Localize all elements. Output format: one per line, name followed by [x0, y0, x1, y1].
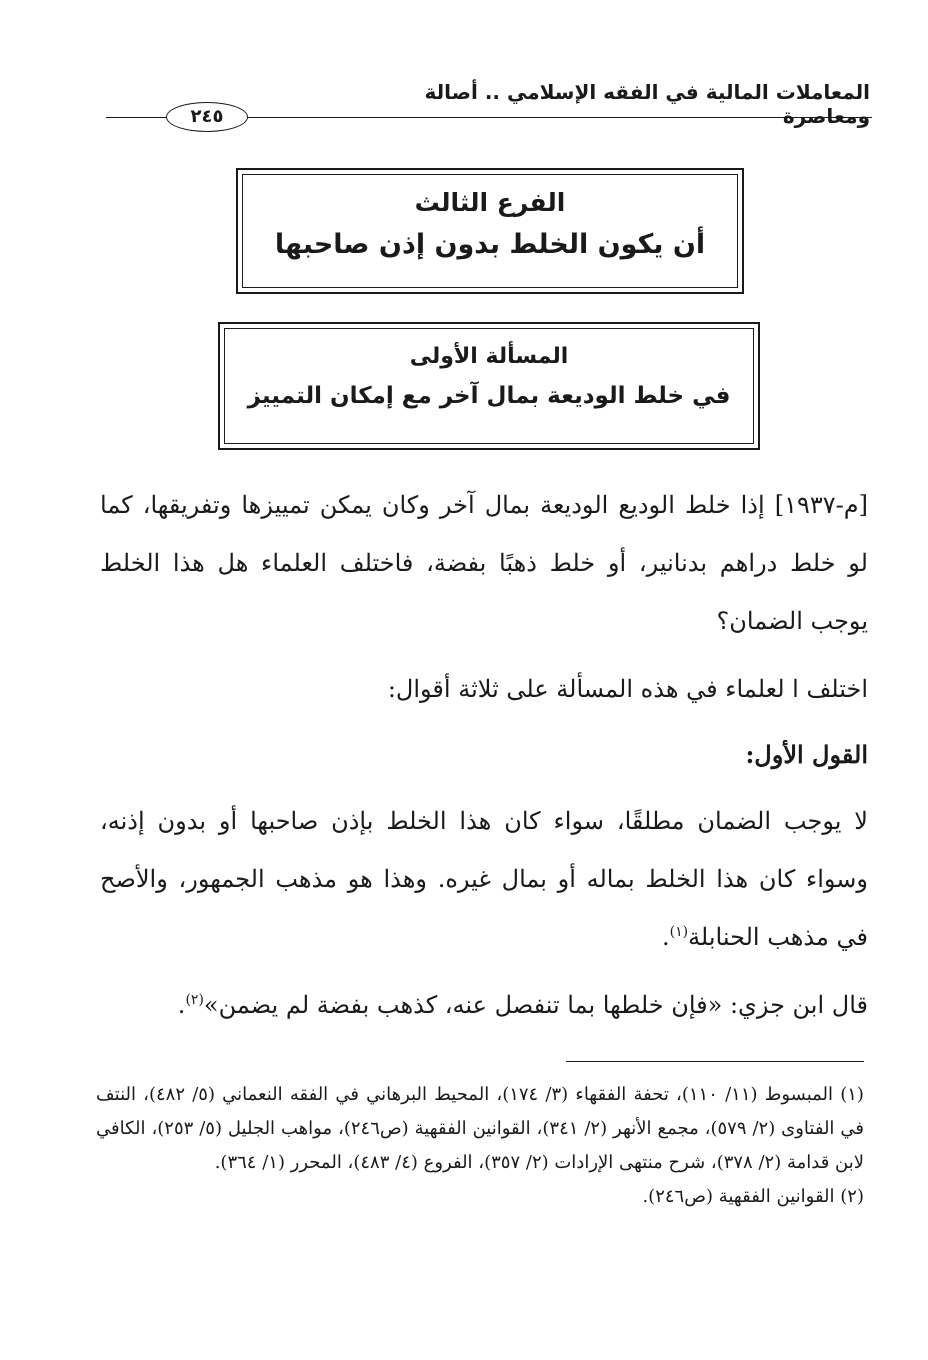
- running-header: المعاملات المالية في الفقه الإسلامي .. أصالة ومعاصرة: [424, 80, 870, 128]
- issue-heading-box: [218, 322, 760, 450]
- issue-title: المسألة الأولى: [409, 344, 569, 369]
- footnote-ref-1[interactable]: (١): [669, 924, 689, 940]
- footnotes: [96, 1078, 864, 1214]
- quote-end: .: [177, 991, 186, 1019]
- paragraph-quote: [100, 976, 868, 1034]
- first-opinion-text: لا يوجب الضمان مطلقًا، سواء كان هذا الخلط بإذن صاحبها أو بدون إذنه، وسواء كان هذا الخلط بماله أو بمال غيره. وهذا هو مذهب الجمهور، والأصح في مذهب الحنابلة: [100, 807, 868, 951]
- body-text: [100, 476, 868, 1044]
- paragraph-question: [م-١٩٣٧] إذا خلط الوديع الوديعة بمال آخر وكان يمكن تمييزها وتفريقها، كما لو خلط دراهم بدنانير، أو خلط ذهبًا بفضة، فاختلف العلماء هل هذا الخلط يوجب الضمان؟: [100, 491, 868, 635]
- paragraph-first-opinion: [100, 792, 868, 966]
- first-opinion-end: .: [661, 923, 670, 951]
- branch-heading-box: [236, 168, 744, 294]
- ibn-juzayy-quote: قال ابن جزي: «فإن خلطها بما تنفصل عنه، كذهب بفضة لم يضمن»: [203, 991, 868, 1019]
- footnote-1: (١) المبسوط (١١/ ١١٠)، تحفة الفقهاء (٣/ ١٧٤)، المحيط البرهاني في الفقه النعماني (٥/ ٤٨٢)، النتف في الفتاوى (٢/ ٥٧٩)، مجمع الأنهر (٢/ ٣٤١)، القوانين الفقهية (ص٢٤٦)، مواهب الجليل (٥/ ٢٥٣)، الكافي لابن قدامة (٢/ ٣٧٨)، شرح منتهى الإرادات (٢/ ٣٥٧)، الفروع (٤/ ٤٨٣)، المحرر (١/ ٣٦٤).: [96, 1084, 864, 1173]
- footnote-ref-2[interactable]: (٢): [185, 992, 204, 1008]
- first-opinion-heading: القول الأول:: [745, 740, 868, 769]
- branch-title: الفرع الثالث: [414, 188, 566, 217]
- paragraph-opinions-intro: اختلف ا لعلماء في هذه المسألة على ثلاثة أقوال:: [387, 675, 868, 703]
- footnote-2: (٢) القوانين الفقهية (ص٢٤٦).: [642, 1186, 864, 1207]
- page-number: ٢٤٥: [166, 102, 248, 132]
- issue-subtitle: في خلط الوديعة بمال آخر مع إمكان التمييز: [247, 383, 731, 409]
- footnote-rule: [566, 1061, 864, 1062]
- branch-subtitle: أن يكون الخلط بدون إذن صاحبها: [274, 229, 706, 260]
